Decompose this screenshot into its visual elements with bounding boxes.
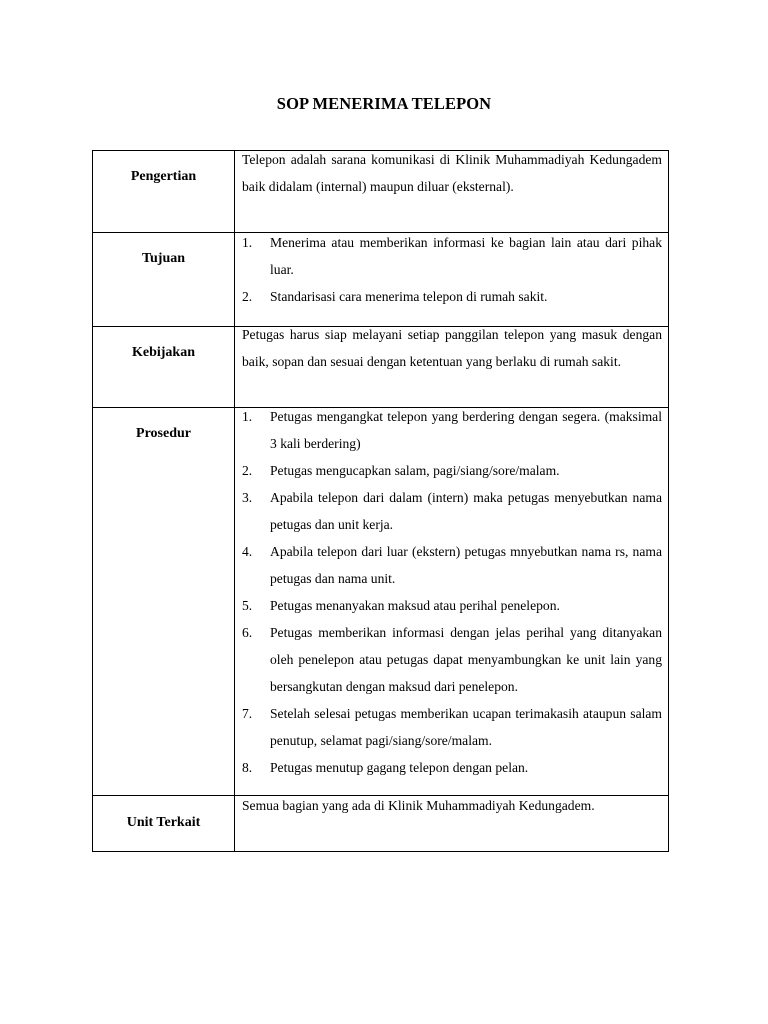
list-item-text: Standarisasi cara menerima telepon di rumah sakit. <box>270 289 548 304</box>
label-cell-tujuan <box>93 233 235 327</box>
row-label-pengertian: Pengertian <box>130 169 197 184</box>
list-item-text: Petugas memberikan informasi dengan jelas perihal yang ditanyakan oleh penelepon atau petugas dapat menyambungkan ke unit lain yang bersangkutan dengan maksud dari penelepon. <box>270 625 662 694</box>
list-item-number: 4. <box>242 544 253 559</box>
list-item-number: 5. <box>242 598 253 613</box>
kebijakan-text: Petugas harus siap melayani setiap panggilan telepon yang masuk dengan baik, sopan dan sesuai dengan ketentuan yang berlaku di rumah sakit. <box>242 327 662 369</box>
list-item-text: Apabila telepon dari luar (ekstern) petugas mnyebutkan nama rs, nama petugas dan nama unit. <box>270 544 662 586</box>
list-item <box>242 403 662 457</box>
row-label-tujuan: Tujuan <box>141 251 186 266</box>
list-item-text: Setelah selesai petugas memberikan ucapan terimakasih ataupun salam penutup, selamat pagi/siang/sore/malam. <box>270 706 662 748</box>
label-cell-unit-terkait <box>93 796 235 852</box>
list-item <box>242 592 662 619</box>
document-title: SOP MENERIMA TELEPON <box>276 94 492 113</box>
list-item-number: 2. <box>242 463 253 478</box>
row-pengertian <box>93 151 669 233</box>
label-cell-kebijakan <box>93 327 235 408</box>
content-cell-prosedur <box>235 408 669 796</box>
row-kebijakan <box>93 327 669 408</box>
list-item-text: Petugas mengangkat telepon yang berdering dengan segera. (maksimal 3 kali berdering) <box>270 409 662 451</box>
row-unit-terkait <box>93 796 669 852</box>
list-item-number: 6. <box>242 625 253 640</box>
content-cell-tujuan <box>235 233 669 327</box>
list-item <box>242 283 662 310</box>
list-item-number: 3. <box>242 490 253 505</box>
list-item-number: 2. <box>242 289 253 304</box>
sop-table <box>92 150 669 852</box>
list-item-text: Apabila telepon dari dalam (intern) maka petugas menyebutkan nama petugas dan unit kerja. <box>270 490 662 532</box>
list-item <box>242 538 662 592</box>
list-item-text: Petugas menanyakan maksud atau perihal penelepon. <box>270 598 560 613</box>
list-item <box>242 457 662 484</box>
list-item-text: Menerima atau memberikan informasi ke bagian lain atau dari pihak luar. <box>270 235 662 277</box>
row-label-unit-terkait: Unit Terkait <box>126 815 201 830</box>
label-cell-pengertian <box>93 151 235 233</box>
row-label-prosedur: Prosedur <box>136 426 191 441</box>
tujuan-list <box>242 229 662 310</box>
content-cell-kebijakan <box>235 327 669 408</box>
list-item <box>242 484 662 538</box>
list-item-text: Petugas menutup gagang telepon dengan pelan. <box>270 760 529 775</box>
list-item <box>242 619 662 700</box>
list-item <box>242 700 662 754</box>
row-prosedur <box>93 408 669 796</box>
pengertian-text: Telepon adalah sarana komunikasi di Klinik Muhammadiyah Kedungadem baik didalam (internal) maupun diluar (eksternal). <box>242 152 662 194</box>
list-item <box>242 229 662 283</box>
prosedur-list <box>242 403 662 781</box>
unit-terkait-text: Semua bagian yang ada di Klinik Muhammadiyah Kedungadem. <box>242 798 595 813</box>
list-item <box>242 754 662 781</box>
list-item-number: 8. <box>242 760 253 775</box>
list-item-number: 7. <box>242 706 253 721</box>
label-cell-prosedur <box>93 408 235 796</box>
content-cell-unit-terkait <box>235 796 669 852</box>
row-label-kebijakan: Kebijakan <box>131 345 195 360</box>
list-item-number: 1. <box>242 409 253 424</box>
list-item-text: Petugas mengucapkan salam, pagi/siang/sore/malam. <box>270 463 560 478</box>
content-cell-pengertian <box>235 151 669 233</box>
row-tujuan <box>93 233 669 327</box>
list-item-number: 1. <box>242 235 253 250</box>
